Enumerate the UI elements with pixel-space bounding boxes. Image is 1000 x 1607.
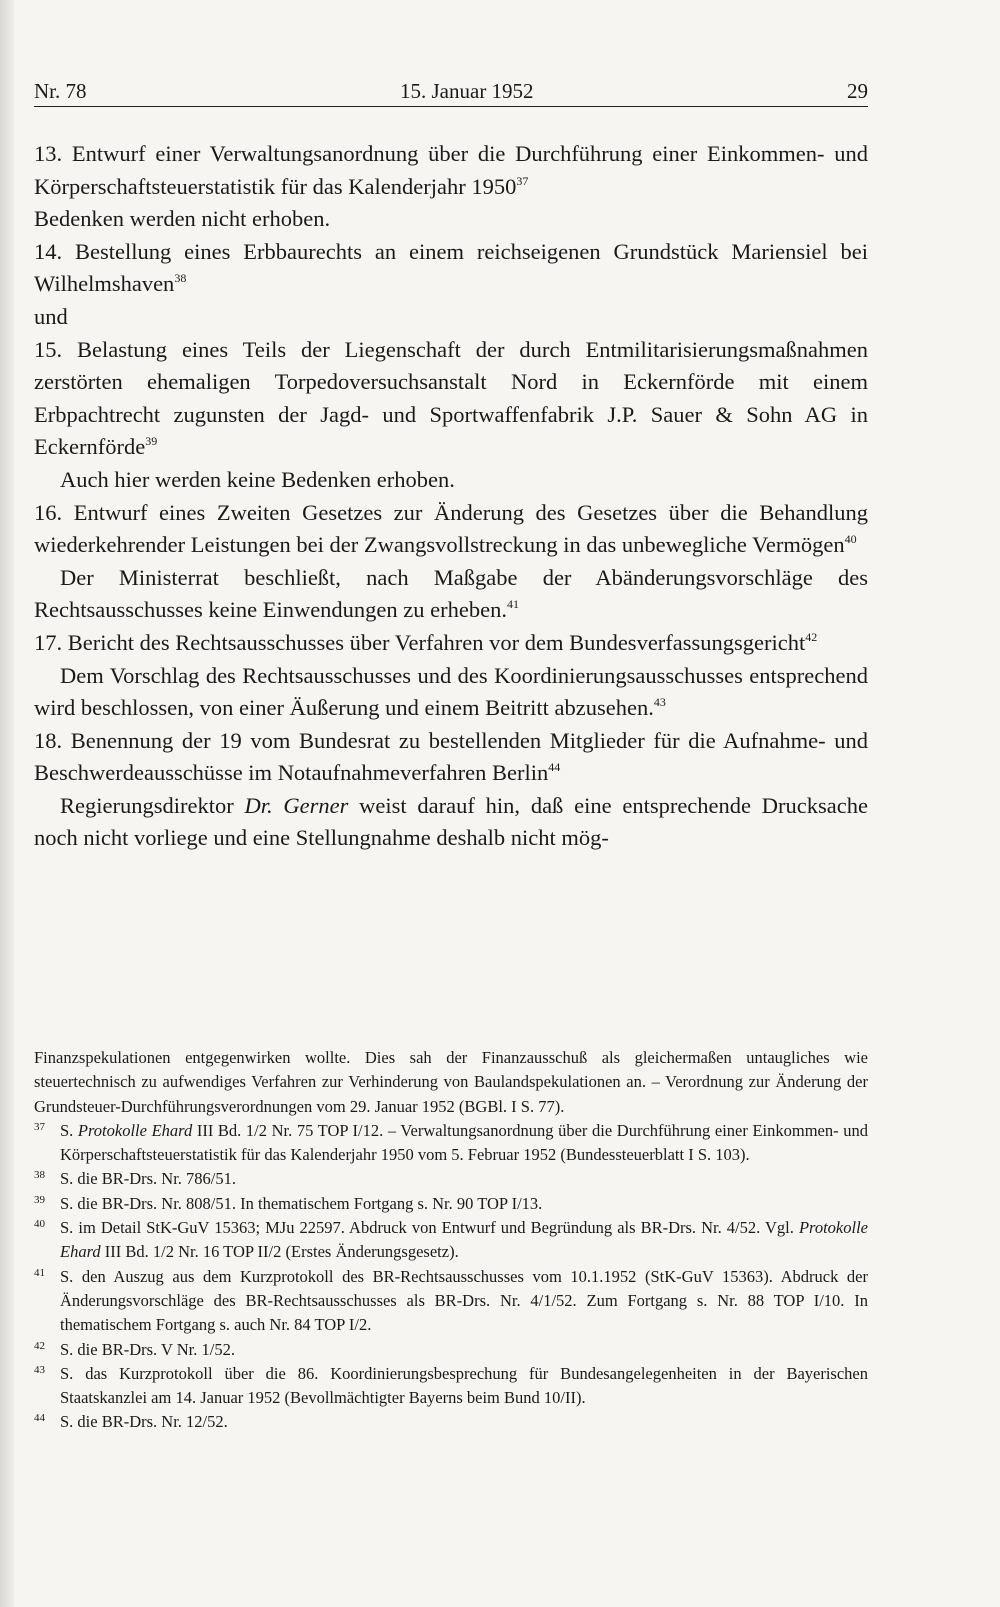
footnote-marker: 39 [34, 1193, 45, 1206]
footnote-37: 37 S. Protokolle Ehard III Bd. 1/2 Nr. 75 TOP I/12. – Verwaltungsanordnung über die Durchführung einer Einkommen- und Körperschaftsteuerstatistik für das Kalenderjahr 1950 vom 5. Februar 1952 (Bundessteuerblatt I S. 103). [34, 1119, 868, 1168]
footnote-44: 44 S. die BR-Drs. Nr. 12/52. [34, 1410, 868, 1434]
agenda-item-18-discussion: Regierungsdirektor Dr. Gerner weist darauf hin, daß eine entsprechende Drucksache noch nicht vorliege und eine Stellungnahme deshalb nicht mög- [34, 792, 868, 851]
footnote-marker: 42 [34, 1339, 45, 1352]
footnote-ref: 38 [174, 271, 187, 286]
page-edge-shadow [0, 0, 14, 1607]
agenda-item-16: 16. Entwurf eines Zweiten Gesetzes zur Änderung des Gesetzes über die Behandlung wiederkehrender Leistungen bei der Zwangsvollstreckung in das unbewegliche Vermögen$^{40}$ [34, 499, 868, 558]
footnote-ref: 41 [506, 597, 519, 612]
conjunction-und: und [34, 303, 68, 329]
agenda-item-13-result: Bedenken werden nicht erhoben. [34, 206, 331, 232]
footnote-ref: 43 [653, 695, 666, 710]
footnote-marker: 37 [34, 1120, 45, 1133]
person-name: Dr. Gerner [244, 792, 349, 818]
footnote-38: 38 S. die BR-Drs. Nr. 786/51. [34, 1167, 868, 1191]
main-text [34, 138, 868, 855]
page-number: 29 [847, 79, 868, 103]
agenda-item-15: 15. Belastung eines Teils der Liegenschaft der durch Entmilitarisierungsmaßnahmen zerstörten ehemaligen Torpedoversuchsanstalt Nord in Eckernförde mit einem Erbpachtrecht zugunsten der Jagd- und Sportwaffenfabrik J.P. Sauer & Sohn AG in Eckernförde$^{39}$ [34, 336, 868, 460]
footnote-43: 43 S. das Kurzprotokoll über die 86. Koordinierungsbesprechung für Bundesangelegenheiten in der Bayerischen Staatskanzlei am 14. Januar 1952 (Bevollmächtigter Bayerns beim Bund 10/II). [34, 1362, 868, 1411]
page-header [34, 76, 868, 107]
footnote-39: 39 S. die BR-Drs. Nr. 808/51. In thematischem Fortgang s. Nr. 90 TOP I/13. [34, 1192, 868, 1216]
footnote-ref: 40 [844, 532, 857, 547]
footnote-marker: 38 [34, 1169, 45, 1182]
footnote-42: 42 S. die BR-Drs. V Nr. 1/52. [34, 1338, 868, 1362]
header-date: 15. Januar 1952 [400, 79, 534, 103]
footnote-ref: 37 [516, 173, 529, 188]
agenda-item-17-result: Dem Vorschlag des Rechtsausschusses und des Koordinierungsausschusses entsprechend wird beschlossen, von einer Äußerung und einem Beitritt abzusehen.$^{43}$ [34, 662, 868, 721]
footnote-marker: 44 [34, 1412, 45, 1425]
agenda-item-16-result: Der Ministerrat beschließt, nach Maßgabe der Abänderungsvorschläge des Rechtsausschusses keine Einwendungen zu erheben.$^{41}$ [34, 564, 868, 623]
footnote-marker: 41 [34, 1266, 45, 1279]
document-number: Nr. 78 [34, 79, 87, 103]
footnote-40: 40 S. im Detail StK-GuV 15363; MJu 22597. Abdruck von Entwurf und Begründung als BR-Drs. Nr. 4/52. Vgl. Protokolle Ehard III Bd. 1/2 Nr. 16 TOP II/2 (Erstes Änderungsgesetz). [34, 1216, 868, 1265]
footnote-continuation: Finanzspekulationen entgegenwirken wollte. Dies sah der Finanzausschuß als gleichermaßen untaugliches wie steuertechnisch zu aufwendiges Verfahren zur Verhinderung von Baulandspekulationen an. – Verordnung zur Änderung der Grundsteuer-Durchführungsverordnungen vom 29. Januar 1952 (BGBl. I S. 77). [34, 1048, 868, 1116]
footnote-ref: 42 [805, 629, 818, 644]
agenda-item-18: 18. Benennung der 19 vom Bundesrat zu bestellenden Mitglieder für die Aufnahme- und Beschwerdeausschüsse im Notaufnahmeverfahren Berlin$^{44}$ [34, 727, 868, 786]
footnote-ref: 39 [145, 434, 158, 449]
agenda-item-14: 14. Bestellung eines Erbbaurechts an einem reichseigenen Grundstück Mariensiel bei Wilhelmshaven$^{38}$ [34, 238, 868, 297]
footnote-41: 41 S. den Auszug aus dem Kurzprotokoll des BR-Rechtsausschusses vom 10.1.1952 (StK-GuV 15363). Abdruck der Änderungsvorschläge des BR-Rechtsausschusses als BR-Drs. Nr. 4/1/52. Zum Fortgang s. Nr. 88 TOP I/10. In thematischem Fortgang s. auch Nr. 84 TOP I/2. [34, 1265, 868, 1338]
agenda-item-15-result: Auch hier werden keine Bedenken erhoben. [60, 466, 455, 492]
footnotes [34, 1046, 868, 1435]
agenda-item-13: 13. Entwurf einer Verwaltungsanordnung über die Durchführung einer Einkommen- und Körperschaftsteuerstatistik für das Kalenderjahr 1950$^{37}$ [34, 141, 868, 199]
agenda-item-17: 17. Bericht des Rechtsausschusses über Verfahren vor dem Bundesverfassungsgericht$^{42}$ [34, 629, 818, 655]
footnote-marker: 43 [34, 1363, 45, 1376]
footnote-ref: 44 [548, 760, 561, 775]
footnote-marker: 40 [34, 1218, 45, 1231]
